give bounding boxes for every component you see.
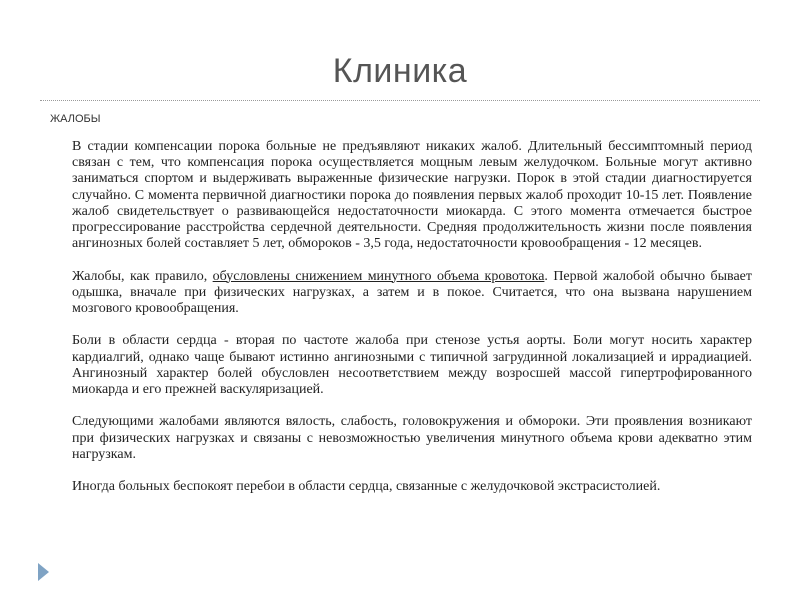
paragraph-compensation: В стадии компенсации порока больные не предъявляют никаких жалоб. Длительный бессимптомный период связан с тем, что компенсация порока осуществляется мощным левым желудочком. Больные могут активно заниматься спортом и выдерживать выраженные физические нагрузки. Порок в этой стадии диагностируется случайно. С момента первичной диагностики порока до появления первых жалоб проходит 10-15 лет. Появление жалоб свидетельствует о развивающейся недостаточности миокарда. С этого момента отмечается быстрое прогрессирование расстройства сердечной деятельности. Средняя продолжительность жизни после появления ангинозных болей составляет 5 лет, обмороков - 3,5 года, недостаточности кровообращения - 12 месяцев.: [72, 139, 752, 252]
paragraph-other-complaints: Следующими жалобами являются вялость, слабость, головокружения и обмороки. Эти проявления возникают при физических нагрузках и связаны с невозможностью увеличения минутного объема крови адекватно этим нагрузкам.: [72, 414, 752, 462]
title-divider: [40, 100, 760, 101]
paragraph-heart-pain: Боли в области сердца - вторая по частоте жалоба при стенозе устья аорты. Боли могут носить характер кардиалгий, однако чаще бывают истинно ангинозными с типичной загрудинной локализацией и иррадиацией. Ангинозный характер болей обусловлен несоответствием между возросшей массой гипертрофированного миокарда и его прежней васкуляризацией.: [72, 333, 752, 398]
paragraph-complaints-lead: Жалобы, как правило,: [72, 268, 213, 284]
triangle-right-icon[interactable]: [38, 563, 49, 581]
paragraph-complaints-rest: . Первой жалобой обычно бывает одышка, вначале при физических нагрузках, а затем и в покое. Считается, что она вызвана нарушением мозгового кровообращения.: [72, 268, 753, 317]
cardiac-output-link[interactable]: обусловлены снижением минутного объема кровотока: [212, 268, 545, 284]
paragraph-complaints: [72, 269, 752, 318]
body-text: [72, 139, 752, 495]
slide-title: Клиника: [332, 52, 468, 90]
paragraph-arrhythmia: Иногда больных беспокоят перебои в области сердца, связанные с желудочковой экстрасистолией.: [72, 479, 661, 495]
section-label: ЖАЛОБЫ: [50, 113, 101, 125]
